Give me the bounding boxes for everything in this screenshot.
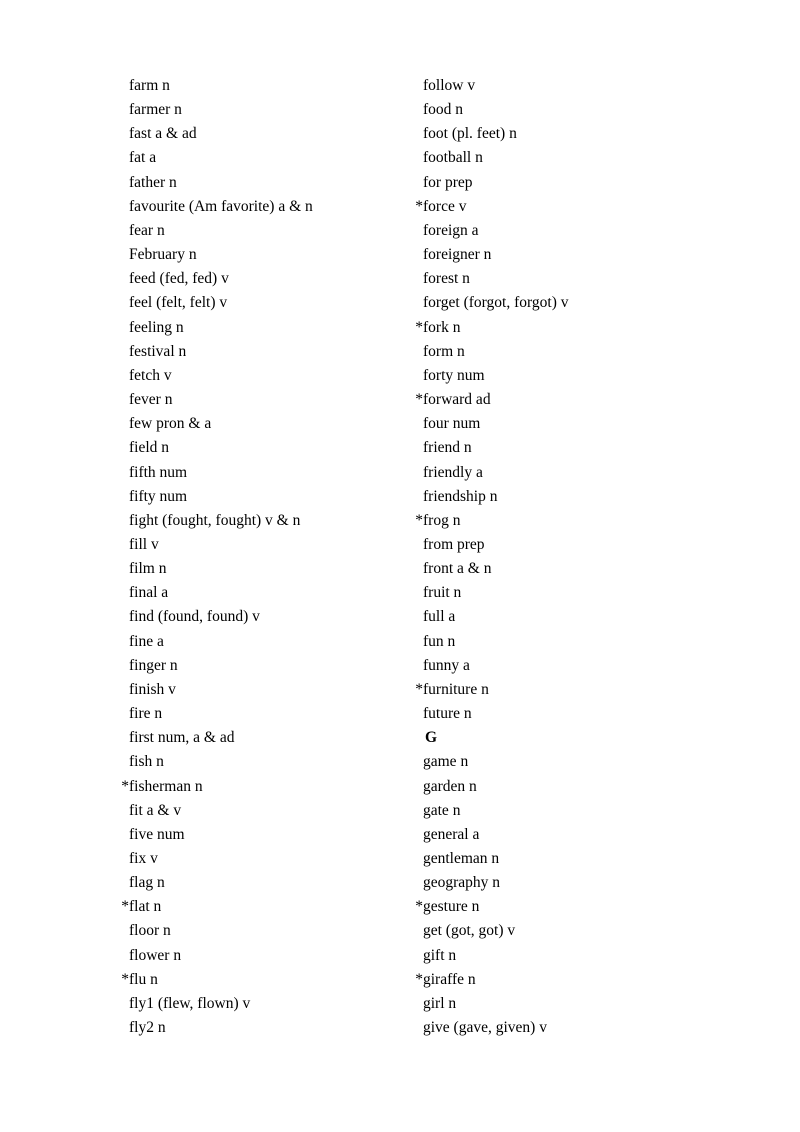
entry-text: friendly a bbox=[423, 463, 483, 481]
entry-text: farm n bbox=[129, 77, 170, 94]
word-entry bbox=[116, 74, 396, 98]
entry-text: form n bbox=[423, 342, 465, 360]
word-entry bbox=[410, 702, 710, 726]
word-entry bbox=[116, 557, 396, 581]
entry-text: general a bbox=[423, 825, 480, 843]
word-entry bbox=[410, 968, 710, 992]
word-entry bbox=[116, 1016, 396, 1040]
entry-text: finger n bbox=[129, 656, 178, 674]
word-entry bbox=[410, 992, 710, 1016]
word-entry bbox=[410, 1016, 710, 1040]
word-entry bbox=[410, 291, 710, 315]
word-entry bbox=[410, 799, 710, 823]
word-entry bbox=[410, 219, 710, 243]
entry-text: fight (fought, fought) v & n bbox=[129, 511, 301, 529]
entry-text: fire n bbox=[129, 705, 163, 723]
entry-text: feeling n bbox=[129, 318, 184, 336]
entry-text: fork n bbox=[423, 318, 461, 336]
entry-star-marker: * bbox=[415, 511, 423, 529]
entry-text: fat a bbox=[129, 149, 157, 167]
entry-text: follow v bbox=[423, 77, 476, 94]
entry-text: flu n bbox=[129, 970, 158, 988]
word-entry bbox=[410, 412, 710, 436]
entry-text: film n bbox=[129, 560, 167, 578]
word-entry bbox=[116, 219, 396, 243]
entry-text: giraffe n bbox=[423, 970, 476, 988]
word-entry bbox=[410, 74, 710, 98]
entry-text: fine a bbox=[129, 632, 164, 650]
word-entry bbox=[410, 630, 710, 654]
word-entry bbox=[410, 340, 710, 364]
entry-text: full a bbox=[423, 608, 456, 626]
entry-star-marker: * bbox=[415, 391, 423, 409]
section-letter: G bbox=[425, 729, 438, 747]
entry-text: fly2 n bbox=[129, 1019, 166, 1037]
entry-text: field n bbox=[129, 439, 170, 457]
word-entry bbox=[116, 871, 396, 895]
entry-text: force v bbox=[423, 197, 467, 215]
word-entry bbox=[410, 98, 710, 122]
word-entry bbox=[116, 750, 396, 774]
word-entry bbox=[116, 461, 396, 485]
entry-text: get (got, got) v bbox=[423, 922, 516, 940]
entry-text: father n bbox=[129, 173, 177, 191]
word-entry bbox=[410, 267, 710, 291]
entry-text: fly1 (flew, flown) v bbox=[129, 994, 251, 1012]
word-entry bbox=[410, 871, 710, 895]
entry-text: fetch v bbox=[129, 366, 172, 384]
entry-text: gentleman n bbox=[423, 850, 500, 867]
word-entry bbox=[116, 243, 396, 267]
entry-star-marker: * bbox=[121, 970, 129, 988]
word-entry bbox=[116, 146, 396, 170]
entry-text: from prep bbox=[423, 535, 485, 553]
word-entry bbox=[116, 847, 396, 871]
word-entry bbox=[116, 291, 396, 315]
word-entry bbox=[116, 992, 396, 1016]
word-entry bbox=[410, 195, 710, 219]
word-entry bbox=[116, 485, 396, 509]
entry-text: foreign a bbox=[423, 221, 479, 239]
entry-text: feel (felt, felt) v bbox=[129, 294, 228, 312]
entry-text: fun n bbox=[423, 632, 456, 650]
word-entry bbox=[116, 122, 396, 146]
entry-text: fish n bbox=[129, 753, 164, 771]
word-entry bbox=[410, 364, 710, 388]
word-entry bbox=[116, 171, 396, 195]
entry-text: flat n bbox=[129, 898, 162, 916]
entry-text: feed (fed, fed) v bbox=[129, 270, 229, 288]
word-entry bbox=[410, 944, 710, 968]
entry-text: finish v bbox=[129, 680, 176, 698]
entry-text: fear n bbox=[129, 221, 165, 239]
word-entry bbox=[410, 678, 710, 702]
entry-text: future n bbox=[423, 705, 472, 723]
word-entry bbox=[410, 243, 710, 267]
entry-text: few pron & a bbox=[129, 415, 212, 433]
word-entry bbox=[116, 316, 396, 340]
entry-text: for prep bbox=[423, 173, 473, 191]
word-entry bbox=[116, 678, 396, 702]
entry-text: February n bbox=[129, 246, 197, 264]
entry-text: funny a bbox=[423, 656, 470, 674]
entry-text: gate n bbox=[423, 801, 461, 819]
word-entry bbox=[410, 581, 710, 605]
word-entry bbox=[410, 847, 710, 871]
word-entry bbox=[116, 895, 396, 919]
word-entry bbox=[116, 775, 396, 799]
entry-text: fisherman n bbox=[129, 777, 203, 795]
entry-text: fill v bbox=[129, 535, 159, 553]
entry-text: gift n bbox=[423, 946, 457, 964]
entry-text: front a & n bbox=[423, 560, 492, 578]
word-entry bbox=[116, 388, 396, 412]
entry-text: game n bbox=[423, 753, 469, 771]
entry-text: find (found, found) v bbox=[129, 608, 260, 626]
word-entry bbox=[410, 122, 710, 146]
word-entry bbox=[116, 412, 396, 436]
entry-text: food n bbox=[423, 101, 464, 119]
word-entry bbox=[116, 630, 396, 654]
word-entry bbox=[116, 919, 396, 943]
entry-text: football n bbox=[423, 149, 483, 167]
word-entry bbox=[410, 919, 710, 943]
word-entry bbox=[116, 267, 396, 291]
entry-text: final a bbox=[129, 584, 169, 602]
word-entry bbox=[410, 388, 710, 412]
entry-text: foot (pl. feet) n bbox=[423, 125, 517, 143]
entry-text: flag n bbox=[129, 874, 165, 892]
entry-text: first num, a & ad bbox=[129, 729, 235, 747]
entry-text: forty num bbox=[423, 366, 485, 384]
word-entry bbox=[116, 799, 396, 823]
word-entry bbox=[116, 944, 396, 968]
word-entry bbox=[116, 968, 396, 992]
word-entry bbox=[410, 895, 710, 919]
word-entry bbox=[410, 605, 710, 629]
word-entry bbox=[410, 316, 710, 340]
entry-text: fix v bbox=[129, 850, 158, 867]
entry-text: farmer n bbox=[129, 101, 182, 119]
word-entry bbox=[410, 436, 710, 460]
entry-star-marker: * bbox=[121, 777, 129, 795]
word-entry bbox=[410, 509, 710, 533]
entry-text: foreigner n bbox=[423, 246, 492, 264]
entry-star-marker: * bbox=[121, 898, 129, 916]
entry-text: gesture n bbox=[423, 898, 480, 916]
entry-text: fit a & v bbox=[129, 801, 182, 819]
entry-text: fifth num bbox=[129, 463, 188, 481]
entry-star-marker: * bbox=[415, 898, 423, 916]
entry-text: frog n bbox=[423, 511, 461, 529]
word-entry bbox=[116, 195, 396, 219]
entry-text: forget (forgot, forgot) v bbox=[423, 294, 569, 312]
word-entry bbox=[116, 340, 396, 364]
entry-text: fruit n bbox=[423, 584, 462, 602]
entry-text: four num bbox=[423, 415, 481, 433]
word-entry bbox=[116, 364, 396, 388]
word-entry bbox=[410, 750, 710, 774]
entry-star-marker: * bbox=[415, 680, 423, 698]
entry-star-marker: * bbox=[415, 197, 423, 215]
word-entry bbox=[116, 436, 396, 460]
entry-text: flower n bbox=[129, 946, 182, 964]
word-entry bbox=[116, 533, 396, 557]
entry-text: friendship n bbox=[423, 487, 498, 505]
entry-text: fever n bbox=[129, 391, 173, 409]
word-entry bbox=[116, 654, 396, 678]
word-entry bbox=[410, 485, 710, 509]
entry-text: girl n bbox=[423, 994, 457, 1012]
entry-text: favourite (Am favorite) a & n bbox=[129, 197, 313, 215]
entry-text: furniture n bbox=[423, 680, 489, 698]
word-entry bbox=[410, 654, 710, 678]
word-entry bbox=[116, 605, 396, 629]
word-entry bbox=[410, 533, 710, 557]
entry-text: five num bbox=[129, 825, 185, 843]
word-entry bbox=[116, 823, 396, 847]
word-entry bbox=[116, 702, 396, 726]
word-entry bbox=[410, 171, 710, 195]
word-entry bbox=[116, 581, 396, 605]
entry-text: forward ad bbox=[423, 391, 491, 409]
word-entry bbox=[116, 726, 396, 750]
entry-text: floor n bbox=[129, 922, 171, 940]
entry-star-marker: * bbox=[415, 970, 423, 988]
entry-text: fast a & ad bbox=[129, 125, 197, 143]
word-entry bbox=[410, 146, 710, 170]
word-entry bbox=[410, 823, 710, 847]
word-entry bbox=[410, 775, 710, 799]
word-entry bbox=[410, 461, 710, 485]
entry-star-marker: * bbox=[415, 318, 423, 336]
entry-text: garden n bbox=[423, 777, 477, 795]
word-entry bbox=[116, 98, 396, 122]
entry-text: geography n bbox=[423, 874, 501, 892]
section-letter-heading bbox=[410, 726, 710, 750]
right-word-column bbox=[410, 74, 710, 1040]
word-entry bbox=[116, 509, 396, 533]
word-entry bbox=[410, 557, 710, 581]
entry-text: friend n bbox=[423, 439, 472, 457]
left-word-column bbox=[116, 74, 396, 1040]
entry-text: give (gave, given) v bbox=[423, 1019, 547, 1037]
entry-text: festival n bbox=[129, 342, 187, 360]
entry-text: forest n bbox=[423, 270, 470, 288]
entry-text: fifty num bbox=[129, 487, 188, 505]
